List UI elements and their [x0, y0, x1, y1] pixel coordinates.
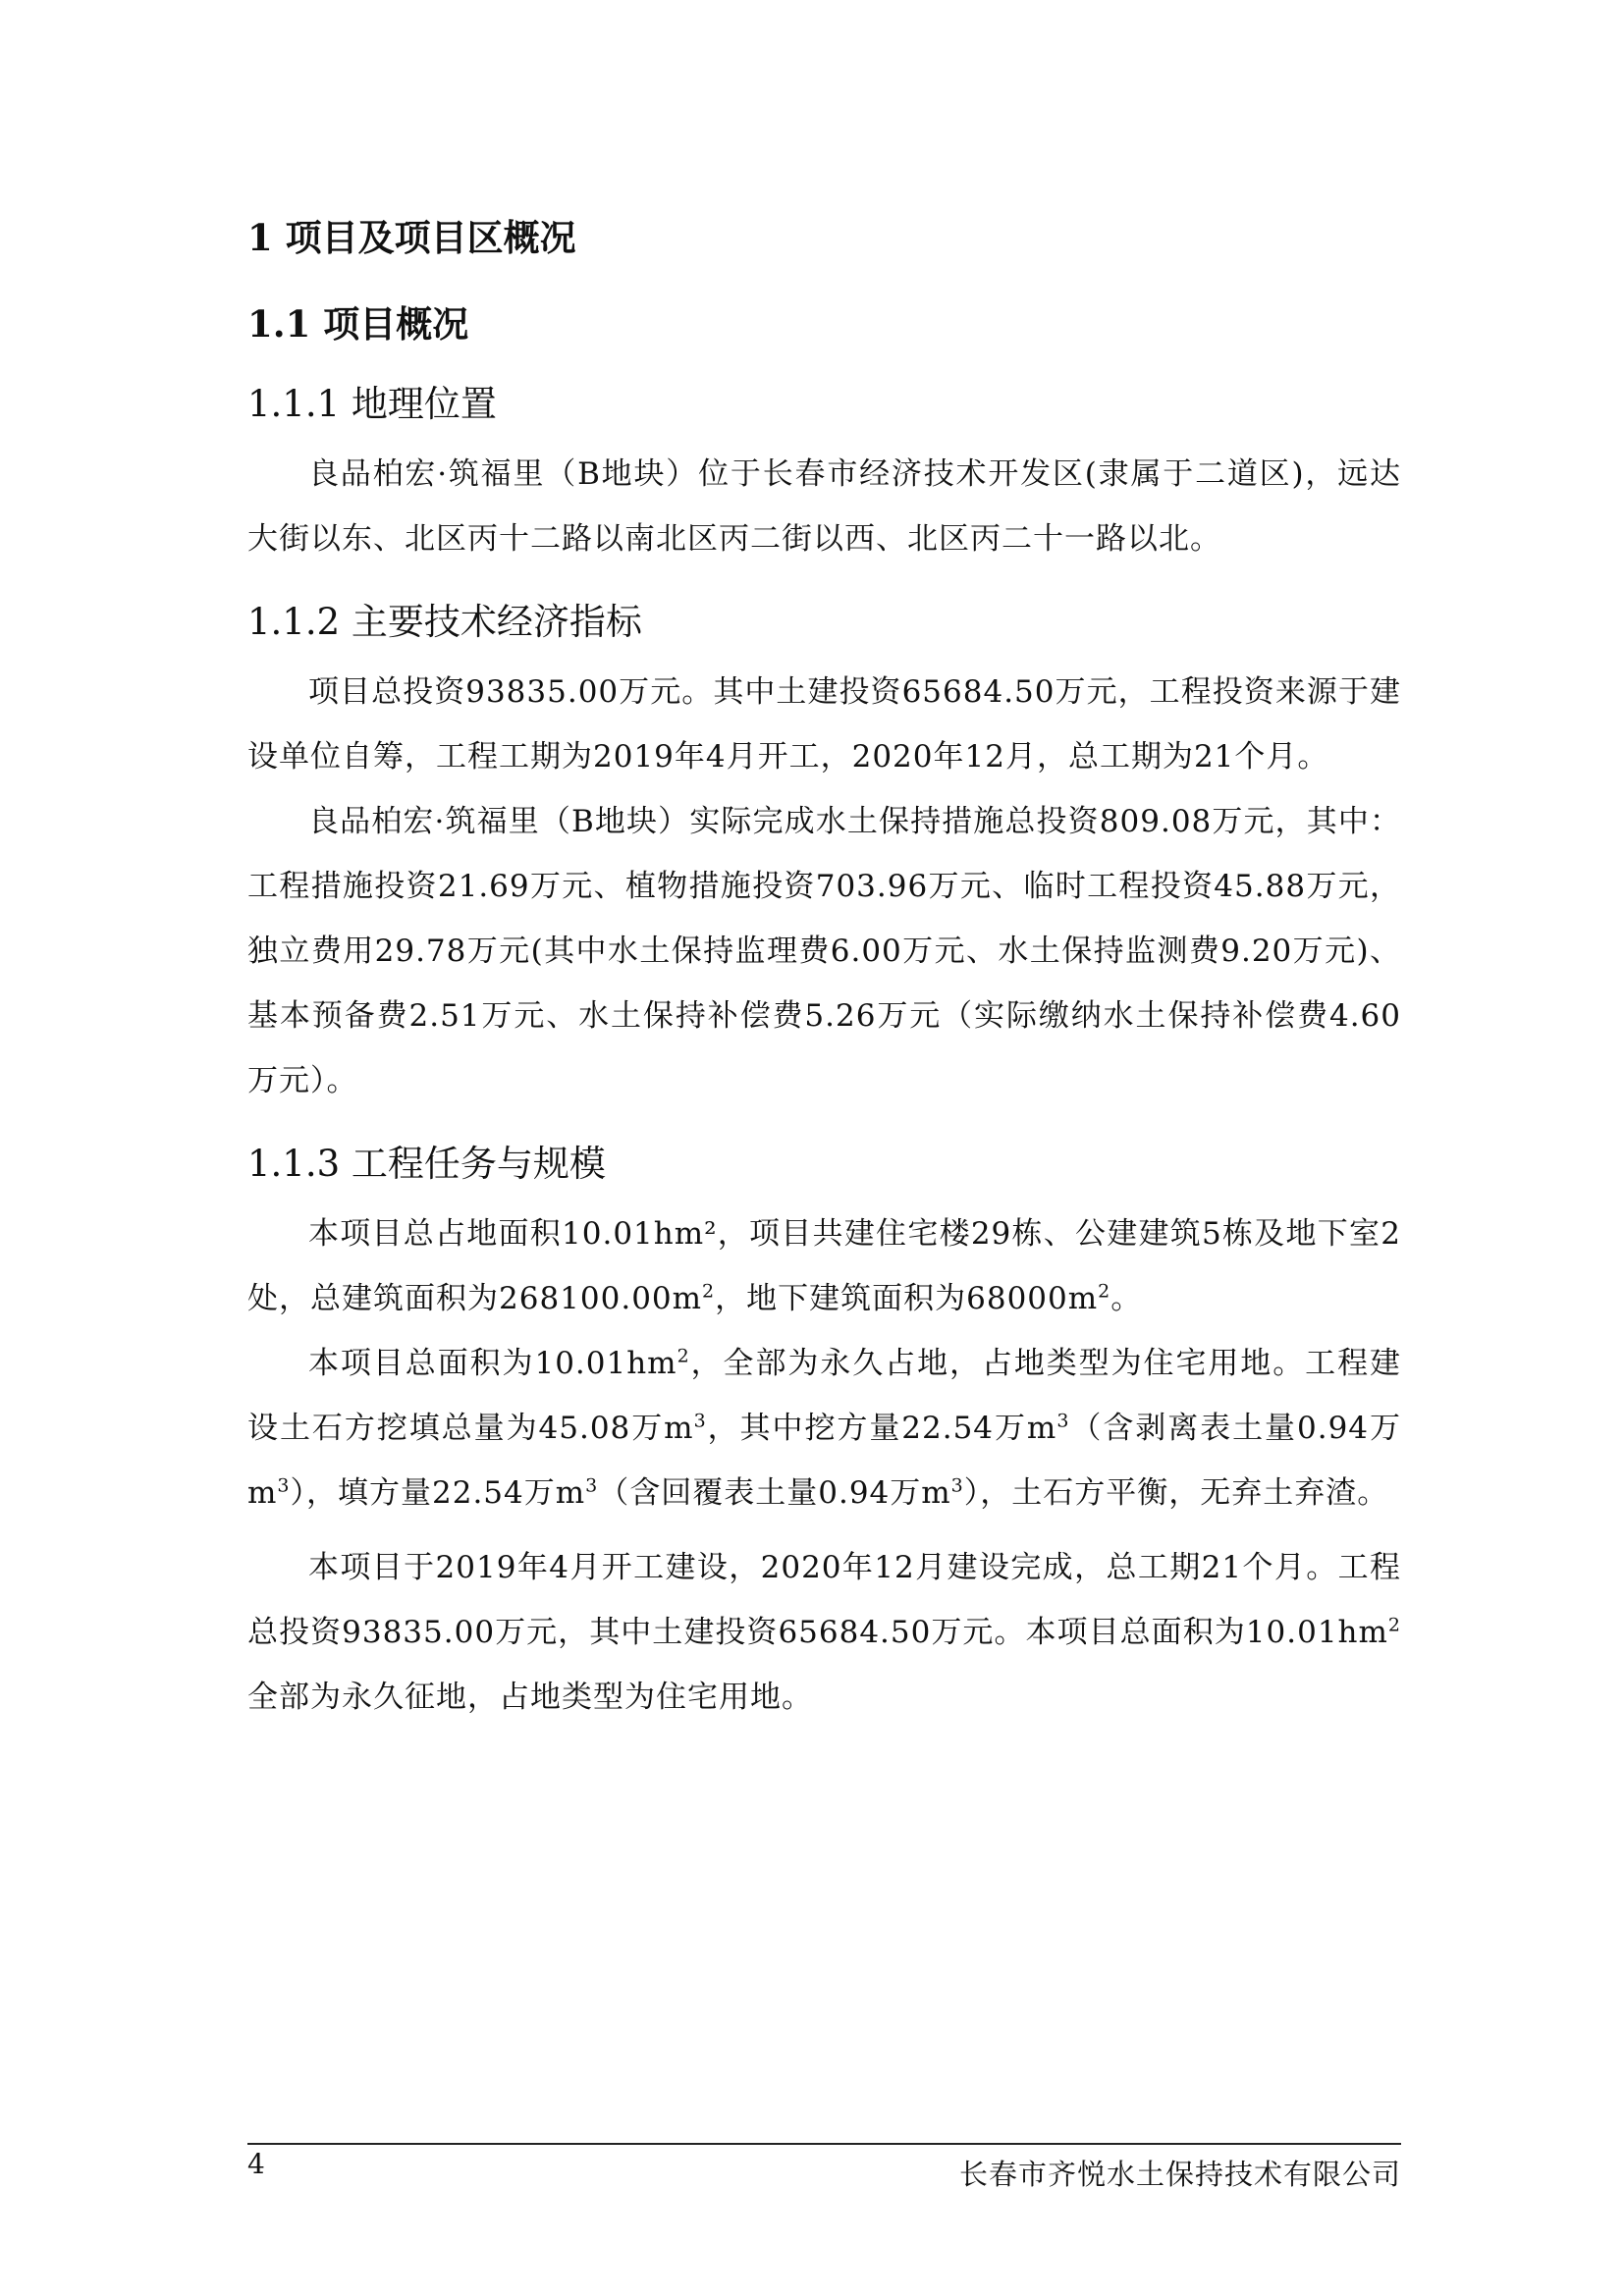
paragraph-investment: 项目总投资93835.00万元。其中土建投资65684.50万元，工程投资来源于建设单位自筹，工程工期为2019年4月开工，2020年12月，总工期为21个月。 [247, 674, 1401, 774]
section-heading: 1.1 项目概况 [247, 302, 469, 346]
superscript: 2 [677, 1345, 690, 1367]
superscript: 3 [693, 1410, 707, 1432]
superscript: 2 [1387, 1614, 1401, 1636]
text-segment: ，全部为永久占地，占地类型为住宅用地。工程建设土石方挖填总量为45.08万m [247, 1346, 1401, 1446]
subsection-heading-scale: 1.1.3 工程任务与规模 [247, 1143, 606, 1185]
text-segment: 。 [1110, 1281, 1143, 1316]
text-segment: 本项目于2019年4月开工建设，2020年12月建设完成，总工期21个月。工程总投资93835.00万元，其中土建投资65684.50万元。本项目总面积为10.01hm [247, 1550, 1401, 1650]
paragraph-land-area [247, 1201, 1401, 1331]
text-segment: 全部为永久征地，占地类型为住宅用地。 [247, 1680, 813, 1715]
superscript: 3 [277, 1474, 291, 1497]
chapter-heading: 1 项目及项目区概况 [247, 216, 576, 259]
footer-company-name: 长春市齐悦水土保持技术有限公司 [958, 2158, 1401, 2191]
footer-divider [247, 2143, 1401, 2145]
superscript: 2 [1098, 1280, 1111, 1303]
paragraph-location: 良品柏宏·筑福里（B地块）位于长春市经济技术开发区(隶属于二道区)，远达大街以东、北区丙十二路以南北区丙二街以西、北区丙二十一路以北。 [247, 456, 1401, 557]
superscript: 2 [702, 1280, 716, 1303]
subsection-heading-location: 1.1.1 地理位置 [247, 383, 497, 425]
subsection-heading-indicators: 1.1.2 主要技术经济指标 [247, 601, 642, 643]
page-content [247, 208, 1401, 1730]
text-segment: ，其中挖方量22.54万m [706, 1411, 1057, 1446]
paragraph-schedule-summary [247, 1535, 1401, 1730]
text-segment: ），填方量22.54万m [290, 1475, 586, 1511]
text-segment: （含剥离表土量0.94万m [247, 1411, 1401, 1511]
text-segment: ），土石方平衡，无弃土弃渣。 [963, 1475, 1389, 1511]
text-segment: 本项目总面积为10.01hm [308, 1346, 677, 1381]
superscript: 3 [1056, 1410, 1070, 1432]
paragraph-earthwork [247, 1331, 1401, 1525]
text-segment: ，地下建筑面积为68000m [715, 1281, 1099, 1316]
superscript: 3 [585, 1474, 599, 1497]
superscript: 3 [950, 1474, 964, 1497]
text-segment: （含回覆表土量0.94万m [598, 1475, 951, 1511]
text-segment: 本项目总占地面积10.01hm²，项目共建住宅楼29栋、公建建筑5栋及地下室2处，总建筑面积为268100.00m [247, 1216, 1401, 1316]
page-number: 4 [247, 2148, 265, 2180]
paragraph-soil-conservation-investment: 良品柏宏·筑福里（B地块）实际完成水土保持措施总投资809.08万元，其中：工程措施投资21.69万元、植物措施投资703.96万元、临时工程投资45.88万元，独立费用29.78万元(其中水土保持监理费6.00万元、水土保持监测费9.20万元)、基本预备费2.51万元、水土保持补偿费5.26万元（实际缴纳水土保持补偿费4.60万元）。 [247, 804, 1401, 1098]
